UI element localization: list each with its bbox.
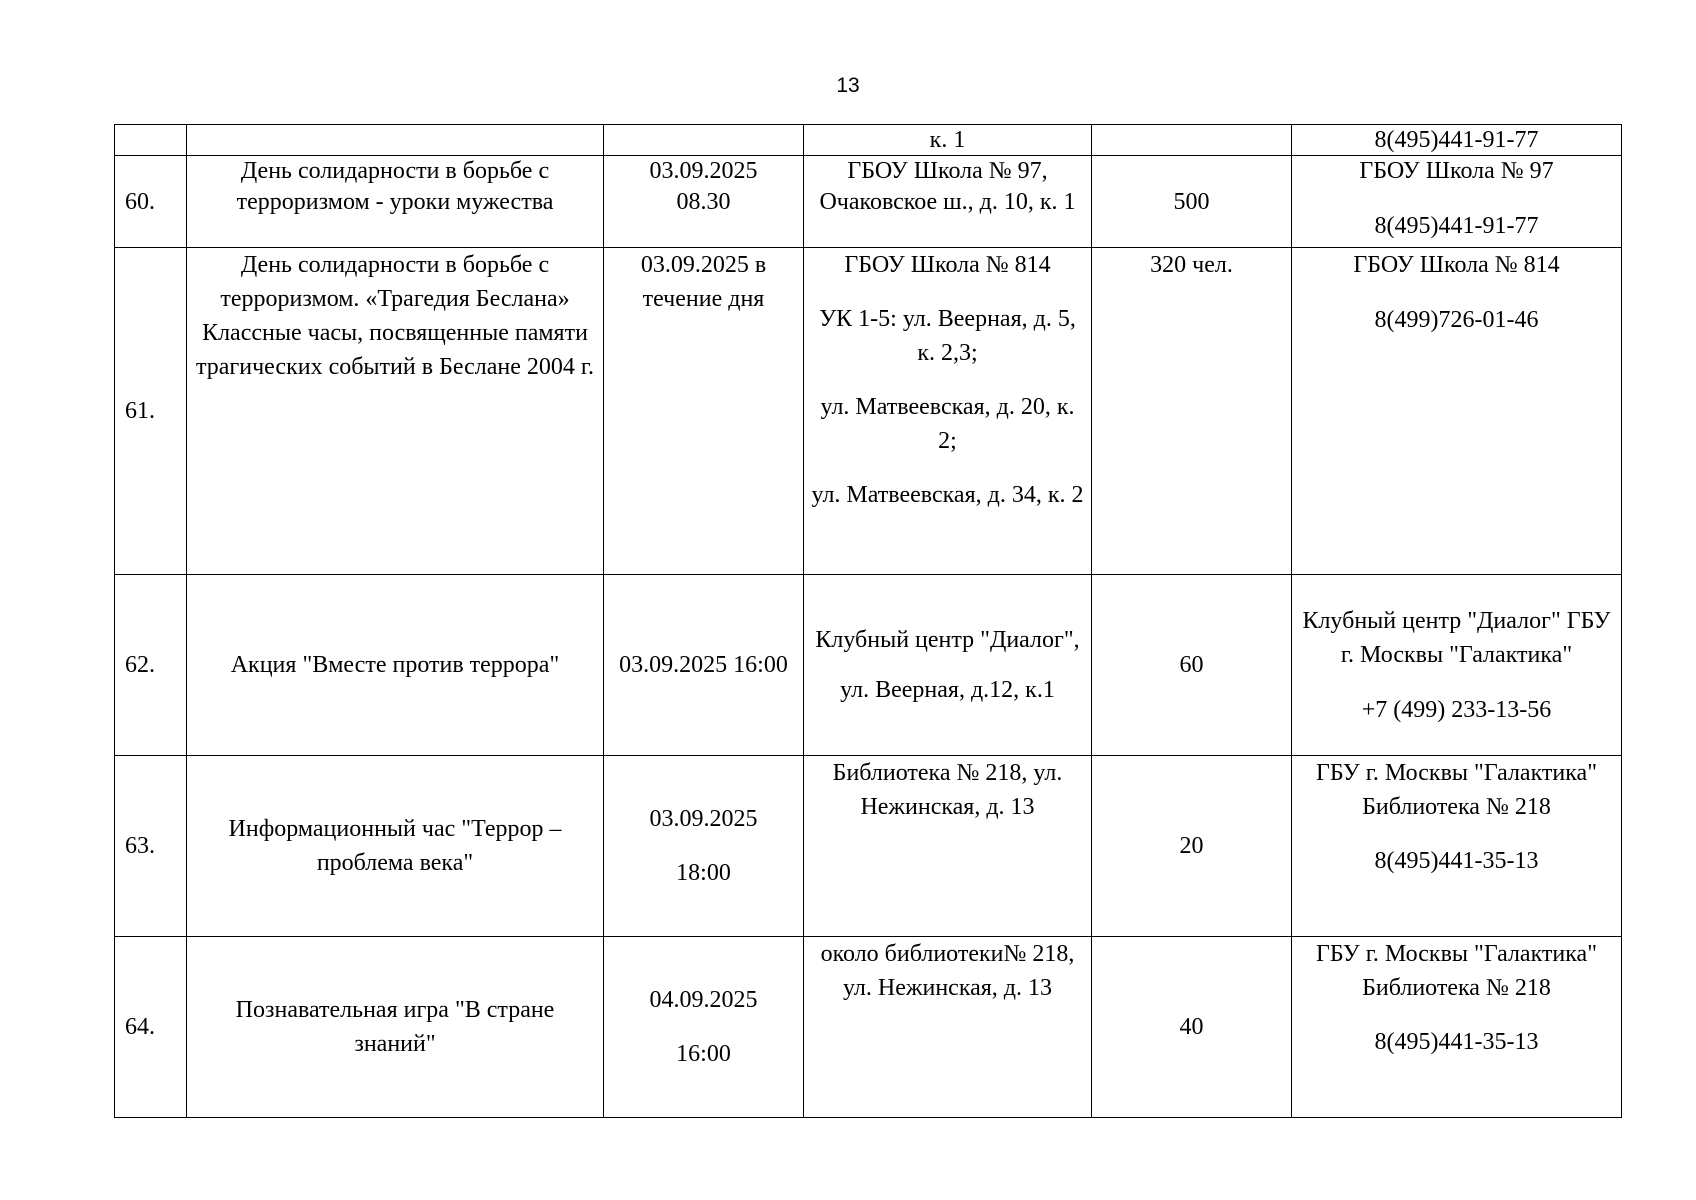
cell-venue — [804, 575, 1092, 756]
cell-organizer — [1292, 125, 1622, 156]
event-title: Акция "Вместе против террора" — [230, 652, 560, 678]
event-time: 16:00 — [676, 1041, 731, 1067]
organizer-phone: 8(495)441-91-77 — [1374, 213, 1539, 239]
cell-number: 62. — [115, 575, 187, 756]
page-number: 13 — [836, 74, 860, 97]
cell-event — [187, 125, 604, 156]
table-row — [115, 156, 1622, 248]
cell-attendance: 320 чел. — [1092, 248, 1292, 575]
cell-venue — [804, 756, 1092, 937]
organizer-name: Клубный центр "Диалог" ГБУ г. Москвы "Галактика" — [1302, 607, 1611, 668]
cell-organizer — [1292, 156, 1622, 248]
venue-name: ГБОУ Школа № 814 — [844, 252, 1051, 278]
organizer-phone: 8(499)726-01-46 — [1374, 307, 1539, 333]
cell-organizer — [1292, 248, 1622, 575]
event-date: 03.09.2025 16:00 — [619, 652, 788, 678]
venue-text: Библиотека № 218, ул. Нежинская, д. 13 — [832, 760, 1063, 820]
events-table — [114, 124, 1622, 1118]
event-time: 08.30 — [676, 189, 731, 215]
cell-event — [187, 756, 604, 937]
cell-venue — [804, 125, 1092, 156]
venue-address: УК 1-5: ул. Веерная, д. 5, к. 2,3; — [819, 306, 1076, 366]
cell-organizer — [1292, 937, 1622, 1118]
cell-venue — [804, 937, 1092, 1118]
organizer-phone: 8(495)441-91-77 — [1374, 127, 1539, 153]
event-title: День солидарности в борьбе с терроризмом - уроки мужества — [236, 158, 554, 215]
cell-number: 60. — [115, 156, 187, 248]
organizer-phone: +7 (499) 233-13-56 — [1361, 696, 1552, 723]
cell-event — [187, 575, 604, 756]
cell-number — [115, 125, 187, 156]
venue-text: около библиотеки№ 218, ул. Нежинская, д. 13 — [820, 941, 1075, 1001]
event-date: 03.09.2025 — [649, 158, 758, 184]
table-row — [115, 248, 1622, 575]
table-row — [115, 937, 1622, 1118]
organizer-name: ГБУ г. Москвы "Галактика" Библиотека № 218 — [1315, 941, 1598, 1001]
cell-datetime — [604, 575, 804, 756]
event-title: Информационный час "Террор – проблема века" — [228, 816, 562, 876]
table-row-continuation — [115, 125, 1622, 156]
venue-text: ГБОУ Школа № 97, Очаковское ш., д. 10, к. 1 — [819, 158, 1076, 215]
cell-attendance — [1092, 125, 1292, 156]
venue-name: Клубный центр "Диалог", — [815, 627, 1080, 653]
event-time: 18:00 — [676, 860, 731, 886]
cell-organizer — [1292, 756, 1622, 937]
venue-address: ул. Матвеевская, д. 34, к. 2 — [811, 482, 1084, 508]
cell-attendance: 500 — [1092, 156, 1292, 248]
cell-attendance: 40 — [1092, 937, 1292, 1118]
venue-address: ул. Матвеевская, д. 20, к. 2; — [820, 394, 1075, 454]
cell-event — [187, 248, 604, 575]
event-date: 03.09.2025 — [649, 806, 758, 832]
organizer-name: ГБОУ Школа № 814 — [1353, 252, 1560, 278]
cell-datetime — [604, 156, 804, 248]
cell-event — [187, 937, 604, 1118]
organizer-name: ГБУ г. Москвы "Галактика" Библиотека № 218 — [1315, 760, 1598, 820]
cell-venue — [804, 248, 1092, 575]
cell-attendance: 20 — [1092, 756, 1292, 937]
cell-datetime — [604, 937, 804, 1118]
organizer-phone: 8(495)441-35-13 — [1374, 848, 1539, 874]
event-title: Познавательная игра "В стране знаний" — [235, 997, 555, 1057]
cell-datetime — [604, 125, 804, 156]
cell-venue — [804, 156, 1092, 248]
cell-number: 64. — [115, 937, 187, 1118]
event-date: 04.09.2025 — [649, 987, 758, 1013]
cell-number: 63. — [115, 756, 187, 937]
table-row — [115, 756, 1622, 937]
cell-organizer — [1292, 575, 1622, 756]
event-date: 03.09.2025 в течение дня — [640, 252, 767, 312]
cell-attendance: 60 — [1092, 575, 1292, 756]
cell-event — [187, 156, 604, 248]
cell-number: 61. — [115, 248, 187, 575]
organizer-name: ГБОУ Школа № 97 — [1359, 158, 1554, 184]
cell-datetime — [604, 756, 804, 937]
venue-text: к. 1 — [929, 127, 966, 153]
organizer-phone: 8(495)441-35-13 — [1374, 1029, 1539, 1055]
venue-address: ул. Веерная, д.12, к.1 — [840, 677, 1055, 703]
event-title: День солидарности в борьбе с терроризмом. «Трагедия Беслана» Классные часы, посвященные памяти трагических событий в Беслане 2004 г. — [195, 252, 595, 380]
cell-datetime — [604, 248, 804, 575]
table-row — [115, 575, 1622, 756]
